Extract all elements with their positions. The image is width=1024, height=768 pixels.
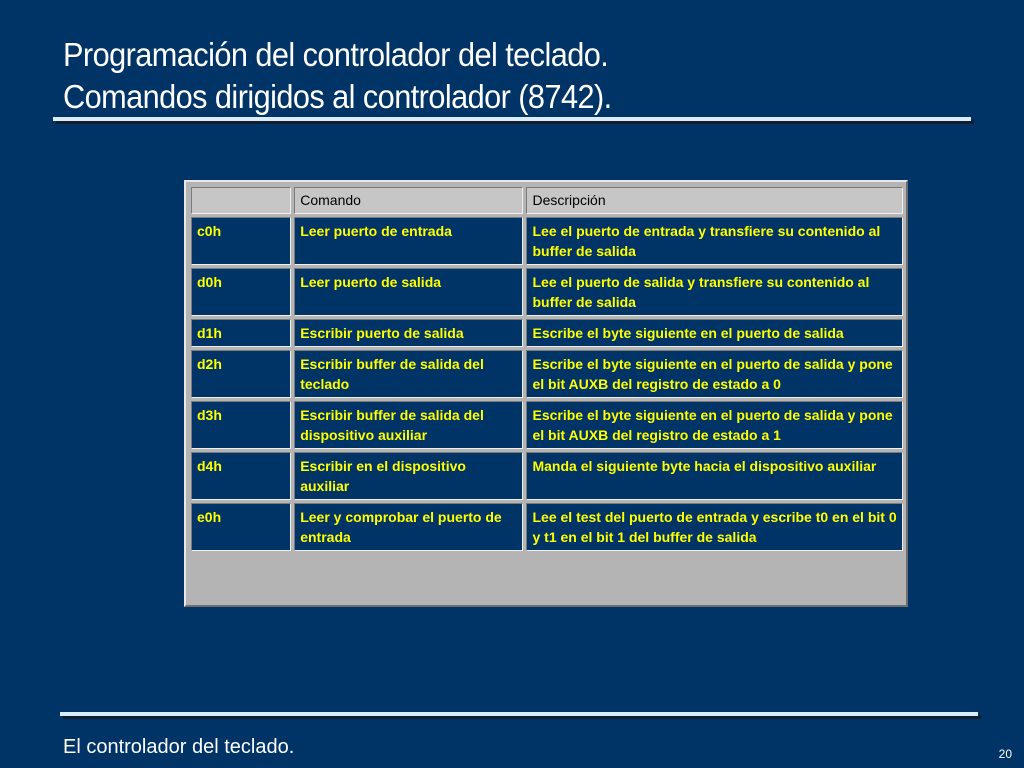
cell-code: d3h <box>191 401 291 449</box>
command-table-frame <box>184 180 908 607</box>
cell-command: Escribir en el dispositivo auxiliar <box>294 452 523 500</box>
cell-command: Escribir buffer de salida del teclado <box>294 350 523 398</box>
cell-command: Leer y comprobar el puerto de entrada <box>294 503 523 551</box>
cell-command: Leer puerto de salida <box>294 268 523 316</box>
header-description: Descripción <box>526 187 903 214</box>
title-line-1: Programación del controlador del teclado. <box>63 36 609 73</box>
table-row <box>191 452 903 500</box>
table-row <box>191 319 903 347</box>
cell-code: e0h <box>191 503 291 551</box>
cell-description: Escribe el byte siguiente en el puerto de salida y pone el bit AUXB del registro de estado a 0 <box>526 350 903 398</box>
cell-description: Lee el puerto de salida y transfiere su contenido al buffer de salida <box>526 268 903 316</box>
table-row <box>191 217 903 265</box>
header-code <box>191 187 291 214</box>
cell-command: Escribir puerto de salida <box>294 319 523 347</box>
cell-code: d0h <box>191 268 291 316</box>
table-header-row <box>191 187 903 214</box>
cell-description: Lee el test del puerto de entrada y escribe t0 en el bit 0 y t1 en el bit 1 del buffer de salida <box>526 503 903 551</box>
title-divider <box>53 117 971 121</box>
cell-code: d4h <box>191 452 291 500</box>
table-row <box>191 350 903 398</box>
header-command: Comando <box>294 187 523 214</box>
cell-code: c0h <box>191 217 291 265</box>
footer-divider <box>60 712 978 716</box>
title-line-2: Comandos dirigidos al controlador (8742). <box>63 78 612 115</box>
cell-code: d2h <box>191 350 291 398</box>
page-number: 20 <box>998 747 1012 761</box>
table-row <box>191 401 903 449</box>
command-table <box>188 184 906 554</box>
slide-footer: El controlador del teclado. <box>63 736 295 758</box>
cell-code: d1h <box>191 319 291 347</box>
slide-title <box>63 34 900 118</box>
cell-command: Leer puerto de entrada <box>294 217 523 265</box>
cell-description: Escribe el byte siguiente en el puerto de salida y pone el bit AUXB del registro de estado a 1 <box>526 401 903 449</box>
table-row <box>191 503 903 551</box>
cell-description: Escribe el byte siguiente en el puerto de salida <box>526 319 903 347</box>
cell-description: Manda el siguiente byte hacia el dispositivo auxiliar <box>526 452 903 500</box>
table-row <box>191 268 903 316</box>
cell-description: Lee el puerto de entrada y transfiere su contenido al buffer de salida <box>526 217 903 265</box>
cell-command: Escribir buffer de salida del dispositivo auxiliar <box>294 401 523 449</box>
